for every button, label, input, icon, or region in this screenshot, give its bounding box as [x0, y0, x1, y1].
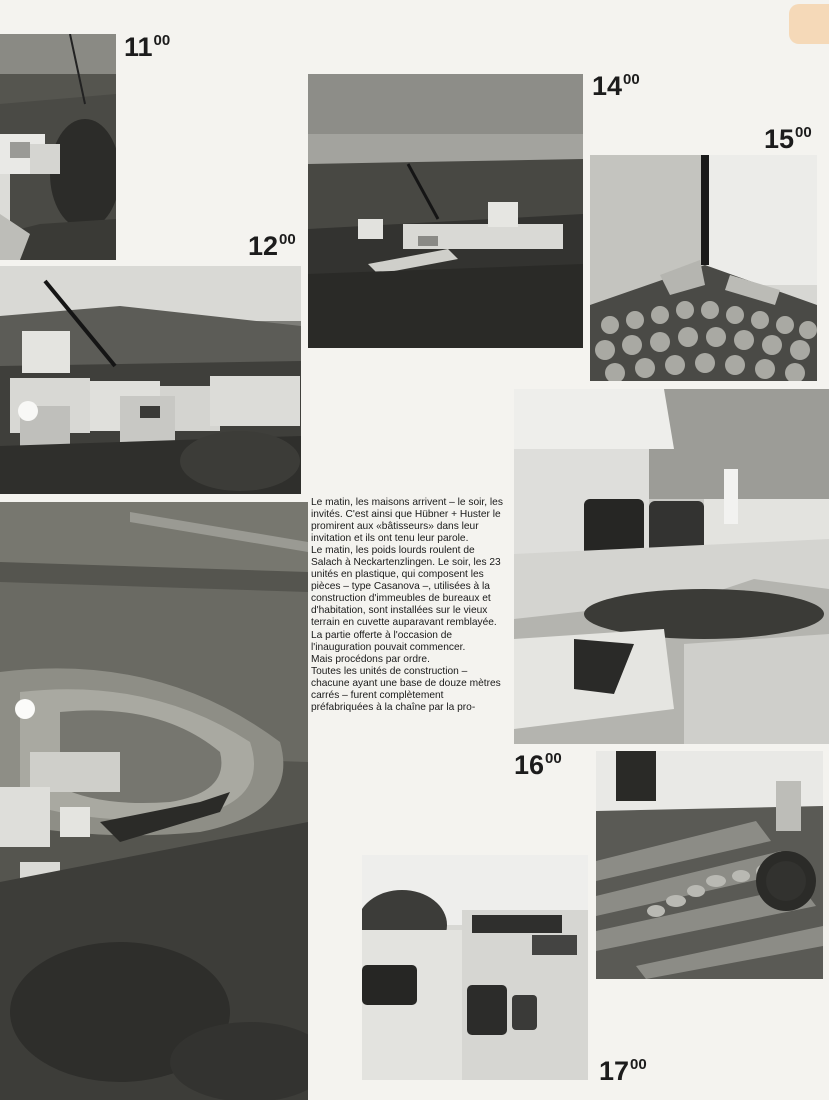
article-paragraph-1: Le matin, les maisons arrivent – le soir, les invités. C'est ainsi que Hübner + Huster le promirent aux «bâtisseurs» dans leur invitation et ils ont tenu leur parole. — [311, 497, 503, 545]
photo-16h-units-closeup — [514, 389, 829, 744]
photo-14h-site-overview — [308, 74, 583, 348]
time-label-15: $15^{00}$ — [764, 124, 812, 154]
article-paragraph-3: Mais procédons par ordre. — [311, 653, 430, 665]
article-text — [311, 497, 507, 714]
article-paragraph-2: Le matin, les poids lourds roulent de Salach à Neckartenzlingen. Le soir, les 23 unités en plastique, qui composent les pièces – type Casanova –, utilisées à la construction d'immeubles de bureaux et d'habitation, sont installées sur le vieux terrain en cuvette auparavant remblayée. La partie offerte à l'occasion de l'inauguration pouvait commencer. — [311, 545, 501, 653]
time-label-14: $14^{00}$ — [592, 71, 640, 101]
photo-aerial-site — [0, 502, 308, 1100]
time-label-17: $17^{00}$ — [599, 1056, 647, 1086]
time-label-16: $16^{00}$ — [514, 750, 562, 780]
time-label-12: $12^{00}$ — [248, 231, 296, 261]
photo-17h-finished-units — [362, 855, 588, 1080]
photo-11h-crane-units — [0, 34, 116, 260]
photo-15h-interior-floor — [590, 155, 817, 381]
photo-12h-assembly — [0, 266, 301, 494]
page-tab-marker — [789, 4, 829, 44]
article-paragraph-4: Toutes les unités de construction – chacune ayant une base de douze mètres carrés – furent complètement préfabriquées à la chaîne par la pro- — [311, 665, 501, 713]
time-label-11: $11^{00}$ — [124, 32, 171, 62]
photo-interior-deck-pebbles — [596, 751, 823, 979]
